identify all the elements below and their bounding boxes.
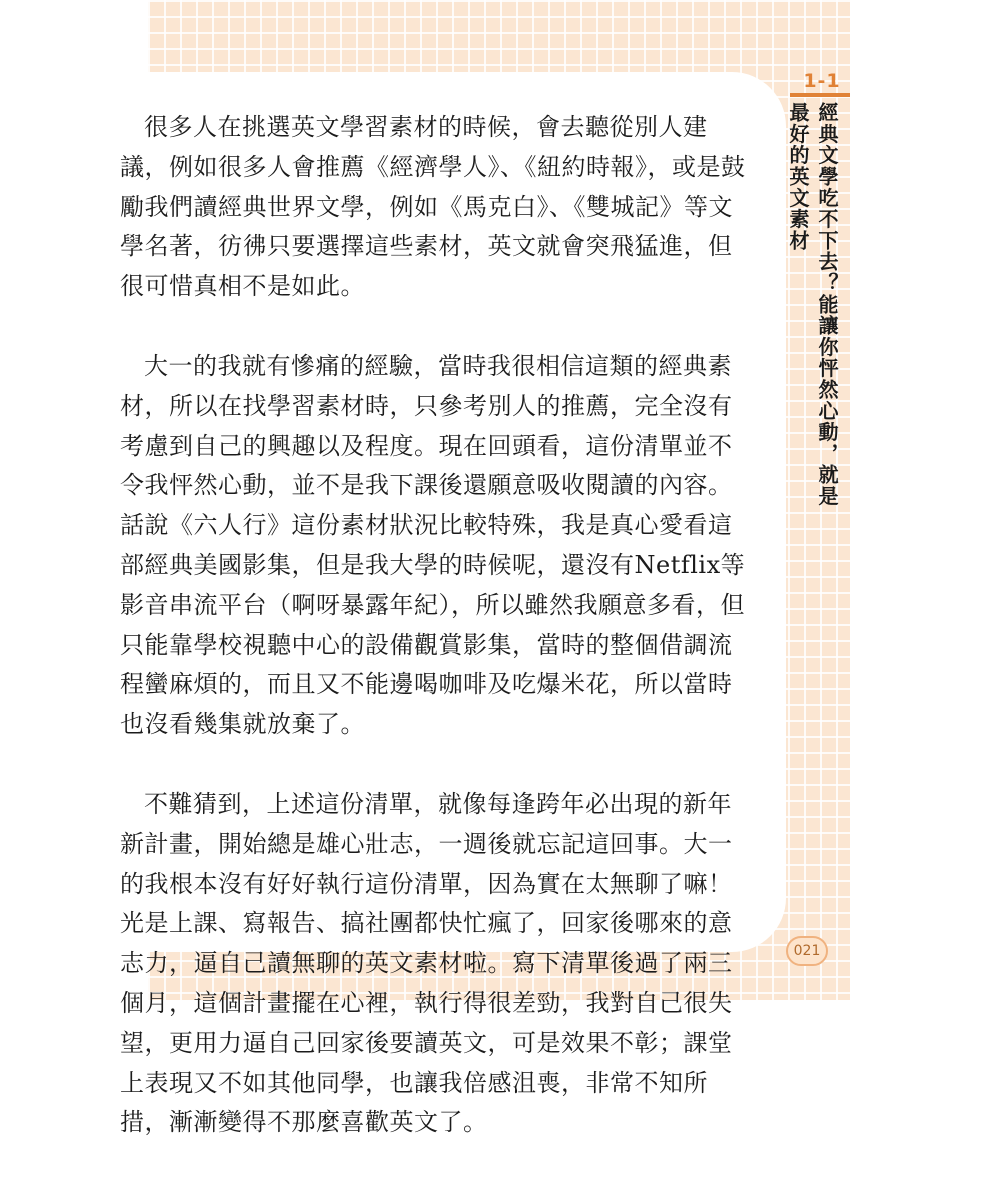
section-rule <box>790 93 850 97</box>
page-number-badge: 021 <box>786 936 828 966</box>
section-number: 1-1 <box>803 70 841 92</box>
paragraph: 不難猜到，上述這份清單，就像每逢跨年必出現的新年新計畫，開始總是雄心壯志，一週後就忘記這回事。大一的我根本沒有好好執行這份清單，因為實在太無聊了嘛！光是上課、寫報告、搞社團都快忙瘋了，回家後哪來的意志力，逼自己讀無聊的英文素材啦。寫下清單後過了兩三個月，這個計畫擺在心裡，執行得很差勁，我對自己很失望，更用力逼自己回家後要讀英文，可是效果不彰；課堂上表現又不如其他同學，也讓我倍感沮喪，非常不知所措，漸漸變得不那麼喜歡英文了。 <box>120 789 733 1137</box>
body-text <box>120 108 748 1183</box>
paragraph: 大一的我就有慘痛的經驗，當時我很相信這類的經典素材，所以在找學習素材時，只參考別人的推薦，完全沒有考慮到自己的興趣以及程度。現在回頭看，這份清單並不令我怦然心動，並不是我下課後還願意吸收閱讀的內容。話說《六人行》這份素材狀況比較特殊，我是真心愛看這部經典美國影集，但是我大學的時候呢，還沒有Netflix等影音串流平台（啊呀暴露年紀），所以雖然我願意多看，但只能靠學校視聽中心的設備觀賞影集，當時的整個借調流程蠻麻煩的，而且又不能邊喝咖啡及吃爆米花，所以當時也沒看幾集就放棄了。 <box>120 351 746 739</box>
paragraph: 很多人在挑選英文學習素材的時候，會去聽從別人建議，例如很多人會推薦《經濟學人》、《紐約時報》，或是鼓勵我們讀經典世界文學，例如《馬克白》、《雙城記》等文學名著，彷彿只要選擇這些素材，英文就會突飛猛進，但很可惜真相不是如此。 <box>120 113 746 301</box>
chapter-title: 經典文學吃不下去？能讓你怦然心動，就是最好的英文素材 <box>786 102 839 507</box>
